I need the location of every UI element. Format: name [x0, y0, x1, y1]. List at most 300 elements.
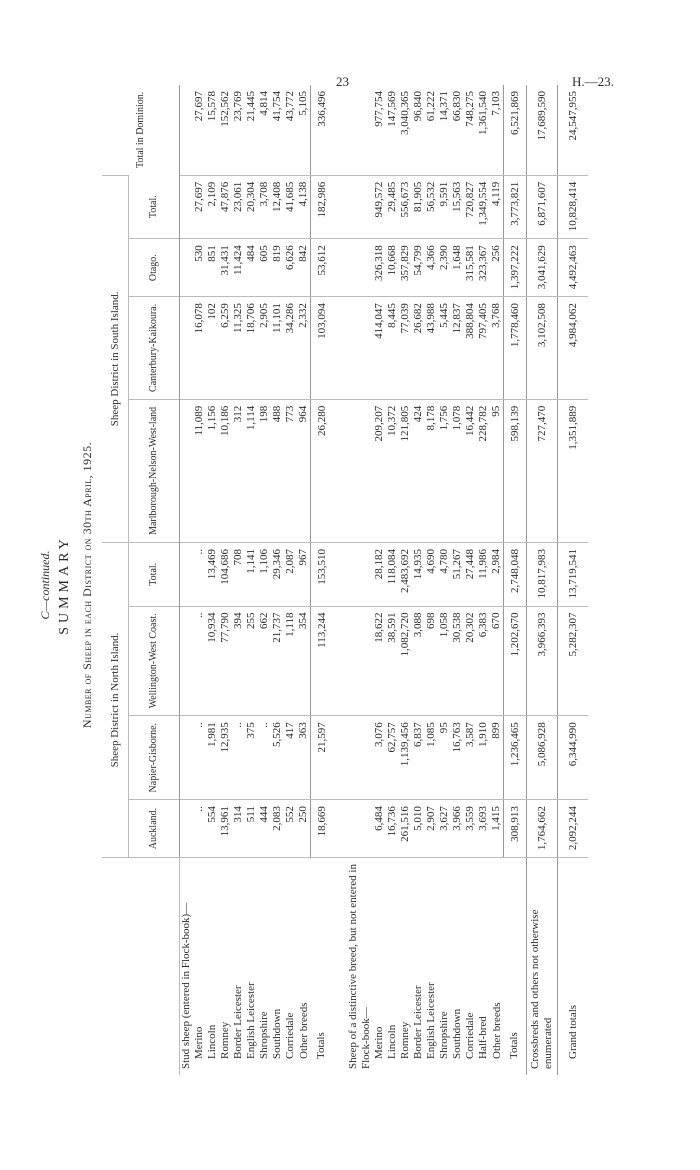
empty-cell: [180, 297, 194, 400]
row-label: [219, 858, 232, 1076]
value-cell: 1,981: [206, 716, 219, 800]
value-cell: 3,768: [490, 297, 504, 400]
value-cell: 27,697: [193, 175, 206, 238]
value-cell: 14,371: [438, 91, 450, 122]
value-cell: 16,763: [451, 716, 464, 800]
empty-cell: [180, 239, 194, 297]
value-cell: 2,083: [271, 800, 284, 858]
row-label-text: Merino: [193, 1026, 205, 1059]
empty-cell: [347, 239, 373, 297]
row-label-text: Corriedale: [284, 1012, 296, 1059]
empty-cell: [180, 606, 194, 716]
empty-cell: [180, 543, 194, 606]
row-label: [245, 858, 258, 1076]
row-label: [438, 858, 451, 1076]
distinctive-row: [477, 85, 490, 1075]
spacer-cell: [333, 543, 347, 606]
value-cell: 1,114: [245, 399, 258, 542]
distinctive-row: [412, 85, 425, 1075]
empty-cell: [347, 399, 373, 542]
value-cell: 484: [245, 239, 258, 297]
value-cell: 16,078: [193, 297, 206, 400]
value-cell: 209,207: [373, 399, 386, 542]
value-cell: 3,587: [464, 716, 477, 800]
row-label-text: Totals: [315, 1032, 328, 1059]
value-cell: 261,516: [399, 800, 412, 858]
value-cell: 2,087: [284, 543, 297, 606]
summary-heading: SUMMARY: [57, 535, 72, 635]
spacer-cell: [333, 858, 347, 1076]
value-cell: 6,344,990: [558, 716, 589, 800]
value-cell: 8,445: [386, 297, 399, 400]
value-cell: 1,118: [284, 606, 297, 716]
value-cell: 10,934: [206, 606, 219, 716]
spacer-cell: [333, 175, 347, 238]
value-cell: 23,769: [232, 91, 244, 122]
value-cell: 1,085: [425, 716, 438, 800]
value-cell: 96,840: [412, 91, 424, 122]
value-cell: ..: [258, 716, 271, 800]
header-canterbury-kaikoura: Canterbury-Kaikoura.: [129, 297, 180, 400]
value-cell: 21,597: [311, 716, 334, 800]
value-cell: 3,693: [477, 800, 490, 858]
value-cell: 698: [425, 606, 438, 716]
spacer-cell: [333, 399, 347, 542]
value-cell: 27,697: [193, 91, 205, 122]
sheep-summary-table: [102, 85, 588, 1075]
value-cell: 598,139: [504, 399, 527, 542]
value-cell: 363: [297, 716, 311, 800]
header-corner: [102, 858, 180, 1076]
value-cell: 3,708: [258, 175, 271, 238]
value-cell: 16,736: [386, 800, 399, 858]
value-cell: 24,547,955: [558, 85, 589, 175]
stud-row: [258, 85, 271, 1075]
value-cell: 3,088: [412, 606, 425, 716]
value-cell: 5,526: [271, 716, 284, 800]
value-cell: 1,648: [451, 239, 464, 297]
header-total-dominion: Total in Dominion.: [102, 85, 180, 175]
value-cell: 54,799: [412, 239, 425, 297]
value-cell: 104,686: [219, 543, 232, 606]
value-cell: ..: [193, 716, 206, 800]
value-cell: ..: [193, 543, 206, 606]
value-cell: 488: [271, 399, 284, 542]
table-subtitle: Number of Sheep in each District on 30th April, 1925.: [80, 441, 94, 729]
value-cell: 23,061: [232, 175, 245, 238]
value-cell: 9,591: [438, 175, 451, 238]
value-cell: 15,578: [206, 91, 218, 122]
stud-row: [245, 85, 258, 1075]
value-cell: 7,103: [490, 91, 502, 116]
value-cell: 6,837: [412, 716, 425, 800]
row-label: [477, 858, 490, 1076]
value-cell: 11,101: [271, 297, 284, 400]
value-cell: 15,563: [451, 175, 464, 238]
value-cell: 444: [258, 800, 271, 858]
value-cell: 4,690: [425, 543, 438, 606]
value-cell: 4,138: [297, 175, 311, 238]
value-cell: 1,397,222: [504, 239, 527, 297]
section-label: Stud sheep (entered in Flock-book)—: [180, 858, 194, 1076]
value-cell: 842: [297, 239, 311, 297]
value-cell: 2,984: [490, 543, 504, 606]
header-south-island: Sheep District in South Island.: [102, 175, 129, 542]
value-cell: 4,814: [258, 91, 270, 116]
row-label-text: English Leicester: [245, 982, 257, 1059]
value-cell: 20,304: [245, 175, 258, 238]
row-label: [206, 858, 219, 1076]
value-cell: 250: [297, 800, 311, 858]
value-cell: 6,871,607: [527, 175, 558, 238]
value-cell: 1,415: [490, 800, 504, 858]
row-label: [297, 858, 311, 1076]
value-cell: 511: [245, 800, 258, 858]
value-cell: 43,988: [425, 297, 438, 400]
value-cell: 5,010: [412, 800, 425, 858]
value-cell: 5,086,928: [527, 716, 558, 800]
header-marlborough-nelson-westland: Marlborough-Nelson-West-land: [129, 399, 180, 542]
value-cell: 977,754: [373, 91, 385, 127]
value-cell: 28,182: [373, 543, 386, 606]
stud-totals-row: [311, 85, 334, 1075]
row-label: [425, 858, 438, 1076]
empty-cell: [347, 606, 373, 716]
value-cell: 13,469: [206, 543, 219, 606]
value-cell: 554: [206, 800, 219, 858]
value-cell: 323,367: [477, 239, 490, 297]
value-cell: 95: [438, 716, 451, 800]
value-cell: 708: [232, 543, 245, 606]
value-cell: 3,773,821: [504, 175, 527, 238]
value-cell: 308,913: [504, 800, 527, 858]
value-cell: 552: [284, 800, 297, 858]
value-cell: 10,828,414: [558, 175, 589, 238]
value-cell: 899: [490, 716, 504, 800]
value-cell: 417: [284, 716, 297, 800]
row-label-text: Shropshire: [258, 1011, 270, 1059]
value-cell: 2,109: [206, 175, 219, 238]
value-cell: 3,966: [451, 800, 464, 858]
value-cell: 77,790: [219, 606, 232, 716]
value-cell: 5,282,307: [558, 606, 589, 716]
value-cell: 357,829: [399, 239, 412, 297]
row-label-text: English Leicester: [425, 982, 437, 1059]
grand-totals-row: [558, 85, 589, 1075]
value-cell: 10,186: [219, 399, 232, 542]
value-cell: 1,756: [438, 399, 451, 542]
value-cell: 424: [412, 399, 425, 542]
value-cell: ..: [193, 800, 206, 858]
value-cell: 10,372: [386, 399, 399, 542]
spacer-cell: [333, 239, 347, 297]
value-cell: 10,668: [386, 239, 399, 297]
spacer-cell: [333, 800, 347, 858]
value-cell: 153,510: [311, 543, 334, 606]
value-cell: 41,754: [271, 91, 283, 122]
value-cell: 13,961: [219, 800, 232, 858]
value-cell: ..: [193, 606, 206, 716]
value-cell: 16,442: [464, 399, 477, 542]
value-cell: 4,492,463: [558, 239, 589, 297]
page-number: 23: [336, 74, 349, 89]
value-cell: 3,041,629: [527, 239, 558, 297]
empty-cell: [180, 716, 194, 800]
row-label-text: Half-bred: [477, 1016, 489, 1059]
value-cell: 1,351,889: [558, 399, 589, 542]
row-label: [464, 858, 477, 1076]
row-label: [451, 858, 464, 1076]
value-cell: 3,040,365: [399, 91, 411, 135]
header-south-total: Total.: [129, 175, 180, 238]
value-cell: 182,986: [311, 175, 334, 238]
value-cell: 727,470: [527, 399, 558, 542]
row-label-text: Romney: [399, 1021, 411, 1059]
header-wellington-west-coast: Wellington-West Coast.: [129, 606, 180, 716]
value-cell: 14,935: [412, 543, 425, 606]
value-cell: 26,280: [311, 399, 334, 542]
spacer-cell: [333, 297, 347, 400]
stud-row: [193, 85, 206, 1075]
value-cell: 113,244: [311, 606, 334, 716]
value-cell: 949,572: [373, 175, 386, 238]
value-cell: 29,485: [386, 175, 399, 238]
row-label: [373, 858, 386, 1076]
row-label: [193, 858, 206, 1076]
value-cell: 30,538: [451, 606, 464, 716]
value-cell: 720,827: [464, 175, 477, 238]
value-cell: 4,119: [490, 175, 504, 238]
empty-cell: [347, 85, 373, 175]
spacer-cell: [333, 606, 347, 716]
distinctive-row: [386, 85, 399, 1075]
distinctive-row: [464, 85, 477, 1075]
stud-row: [206, 85, 219, 1075]
header-north-island: Sheep District in North Island.: [102, 543, 129, 858]
spacer-cell: [333, 716, 347, 800]
value-cell: 41,685: [284, 175, 297, 238]
value-cell: 1,361,540: [477, 91, 489, 135]
row-label-text: Southdown: [271, 1008, 283, 1059]
value-cell: ..: [232, 716, 245, 800]
value-cell: 2,092,244: [558, 800, 589, 858]
value-cell: 3,627: [438, 800, 451, 858]
row-label-text: Grand totals: [566, 1004, 579, 1059]
value-cell: 26,682: [412, 297, 425, 400]
stud-row: [232, 85, 245, 1075]
value-cell: 29,346: [271, 543, 284, 606]
row-label: [271, 858, 284, 1076]
value-cell: 394: [232, 606, 245, 716]
spacer-row: [333, 85, 347, 1075]
value-cell: 1,778,460: [504, 297, 527, 400]
distinctive-row: [490, 85, 504, 1075]
value-cell: 967: [297, 543, 311, 606]
value-cell: 556,673: [399, 175, 412, 238]
stud-row: [297, 85, 311, 1075]
value-cell: 2,907: [425, 800, 438, 858]
distinctive-section-header: [347, 85, 373, 1075]
value-cell: 1,082,720: [399, 606, 412, 716]
row-label-text: Other breeds: [297, 1002, 310, 1059]
value-cell: 851: [206, 239, 219, 297]
spacer-cell: [333, 85, 347, 175]
value-cell: 56,532: [425, 175, 438, 238]
value-cell: 17,689,590: [527, 85, 558, 175]
row-label-text: Romney: [219, 1021, 231, 1059]
header-napier-gisborne: Napier-Gisborne.: [129, 716, 180, 800]
value-cell: 1,156: [206, 399, 219, 542]
value-cell: 47,876: [219, 175, 232, 238]
value-cell: 228,782: [477, 399, 490, 542]
row-label-text: Lincoln: [386, 1024, 398, 1059]
value-cell: 748,275: [464, 91, 476, 127]
row-label: Crossbreds and others not otherwise enumerated: [527, 858, 558, 1076]
value-cell: 102: [206, 297, 219, 400]
distinctive-row: [399, 85, 412, 1075]
value-cell: 95: [490, 399, 504, 542]
table-body: [180, 85, 589, 1075]
value-cell: 6,521,869: [504, 85, 527, 175]
value-cell: 31,431: [219, 239, 232, 297]
value-cell: 2,390: [438, 239, 451, 297]
row-label-text: Southdown: [451, 1008, 463, 1059]
value-cell: 11,325: [232, 297, 245, 400]
empty-cell: [347, 297, 373, 400]
value-cell: 21,445: [245, 91, 257, 122]
value-cell: 81,905: [412, 175, 425, 238]
value-cell: 3,076: [373, 716, 386, 800]
stud-row: [284, 85, 297, 1075]
value-cell: 414,047: [373, 297, 386, 400]
value-cell: 20,302: [464, 606, 477, 716]
row-label: [258, 858, 271, 1076]
value-cell: 5,445: [438, 297, 451, 400]
value-cell: 1,349,554: [477, 175, 490, 238]
value-cell: 77,039: [399, 297, 412, 400]
empty-cell: [180, 175, 194, 238]
row-label: [490, 858, 504, 1076]
value-cell: 375: [245, 716, 258, 800]
value-cell: 11,089: [193, 399, 206, 542]
value-cell: 315,581: [464, 239, 477, 297]
value-cell: 1,141: [245, 543, 258, 606]
value-cell: 43,772: [284, 91, 296, 122]
value-cell: 336,496: [311, 85, 334, 175]
value-cell: 103,094: [311, 297, 334, 400]
value-cell: 66,830: [451, 91, 463, 122]
value-cell: 255: [245, 606, 258, 716]
row-label-text: Border Leicester: [232, 985, 244, 1059]
value-cell: 6,259: [219, 297, 232, 400]
row-label: [412, 858, 425, 1076]
value-cell: 3,559: [464, 800, 477, 858]
value-cell: 4,984,062: [558, 297, 589, 400]
row-label: [284, 858, 297, 1076]
row-label: [558, 858, 589, 1076]
value-cell: 3,102,508: [527, 297, 558, 400]
value-cell: 51,267: [451, 543, 464, 606]
value-cell: 12,935: [219, 716, 232, 800]
distinctive-row: [373, 85, 386, 1075]
value-cell: 354: [297, 606, 311, 716]
row-label-text: Lincoln: [206, 1024, 218, 1059]
value-cell: 121,805: [399, 399, 412, 542]
row-label: [504, 858, 527, 1076]
row-label: [232, 858, 245, 1076]
stud-row: [271, 85, 284, 1075]
value-cell: 53,612: [311, 239, 334, 297]
value-cell: 13,719,541: [558, 543, 589, 606]
distinctive-row: [425, 85, 438, 1075]
empty-cell: [180, 800, 194, 858]
distinctive-totals-row: [504, 85, 527, 1075]
row-label: [386, 858, 399, 1076]
value-cell: 2,332: [297, 297, 311, 400]
value-cell: 34,286: [284, 297, 297, 400]
value-cell: 773: [284, 399, 297, 542]
row-label-text: Totals: [508, 1032, 521, 1059]
distinctive-row: [438, 85, 451, 1075]
empty-cell: [180, 399, 194, 542]
distinctive-row: [451, 85, 464, 1075]
value-cell: 18,706: [245, 297, 258, 400]
row-label-text: Merino: [373, 1026, 385, 1059]
header-otago: Otago.: [129, 239, 180, 297]
value-cell: 18,669: [311, 800, 334, 858]
value-cell: 819: [271, 239, 284, 297]
value-cell: 314: [232, 800, 245, 858]
value-cell: 312: [232, 399, 245, 542]
value-cell: 6,484: [373, 800, 386, 858]
value-cell: 4,366: [425, 239, 438, 297]
value-cell: 62,757: [386, 716, 399, 800]
empty-cell: [180, 85, 194, 175]
value-cell: 2,748,048: [504, 543, 527, 606]
value-cell: 1,236,465: [504, 716, 527, 800]
value-cell: 4,780: [438, 543, 451, 606]
row-label-text: Corriedale: [464, 1012, 476, 1059]
value-cell: 61,222: [425, 91, 437, 122]
value-cell: 605: [258, 239, 271, 297]
value-cell: 1,202,670: [504, 606, 527, 716]
value-cell: 18,622: [373, 606, 386, 716]
value-cell: 11,424: [232, 239, 245, 297]
value-cell: 27,448: [464, 543, 477, 606]
value-cell: 662: [258, 606, 271, 716]
value-cell: 1,106: [258, 543, 271, 606]
value-cell: 1,910: [477, 716, 490, 800]
empty-cell: [347, 175, 373, 238]
empty-cell: [347, 716, 373, 800]
value-cell: 256: [490, 239, 504, 297]
value-cell: 147,569: [386, 91, 398, 127]
stud-section-header: [180, 85, 194, 1075]
value-cell: 11,986: [477, 543, 490, 606]
continued-heading: C—continued.: [38, 550, 52, 620]
value-cell: 12,837: [451, 297, 464, 400]
value-cell: 8,178: [425, 399, 438, 542]
value-cell: 38,591: [386, 606, 399, 716]
value-cell: 3,966,393: [527, 606, 558, 716]
value-cell: 21,737: [271, 606, 284, 716]
empty-cell: [347, 543, 373, 606]
header-row-districts: [102, 85, 129, 1075]
value-cell: 1,078: [451, 399, 464, 542]
value-cell: 670: [490, 606, 504, 716]
value-cell: 198: [258, 399, 271, 542]
section-label: Sheep of a distinctive breed, but not entered in Flock-book—: [347, 858, 373, 1076]
